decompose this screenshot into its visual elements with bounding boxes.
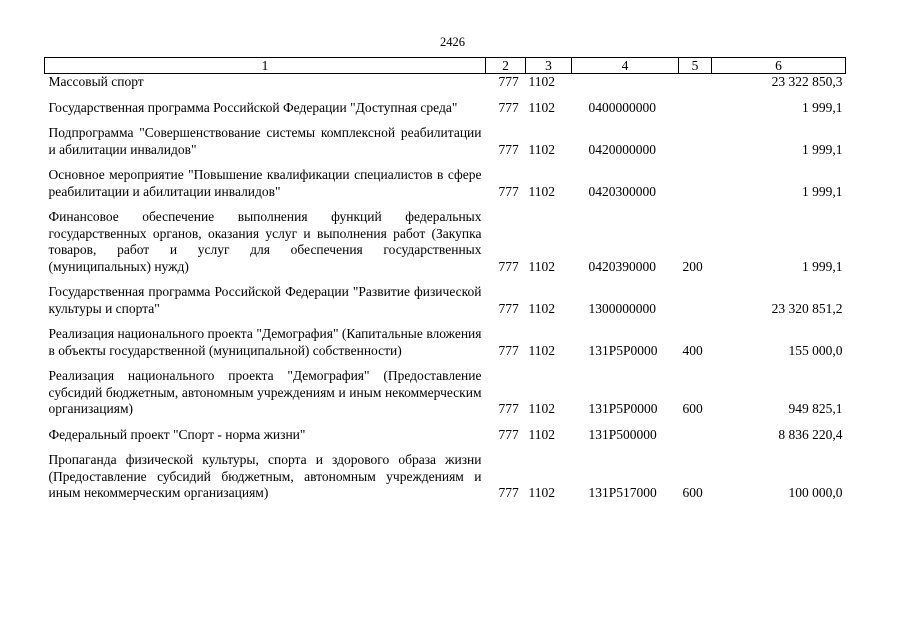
header-col-6: 6 [712, 58, 846, 74]
row-section: 1102 [528, 258, 555, 274]
table-row [45, 91, 846, 117]
row-csr: 131P5P0000 [588, 342, 658, 358]
row-section: 1102 [528, 426, 555, 442]
row-section: 1102 [528, 485, 555, 500]
row-name: Государственная программа Российской Федерации "Доступная среда" [48, 99, 458, 115]
row-csr: 131P5P0000 [588, 401, 658, 416]
row-sum: 1 999,1 [802, 99, 843, 115]
row-name: Государственная программа Российской Федерации "Развитие физической культуры и спорта" [48, 284, 482, 316]
row-sum: 100 000,0 [788, 485, 843, 500]
row-section: 1102 [528, 99, 555, 115]
row-name: Реализация национального проекта "Демография" (Предоставление субсидий бюджетным, автономным учреждениям и иным некоммерческим организациям) [48, 368, 482, 416]
row-gr: 777 [498, 426, 519, 442]
row-section: 1102 [528, 401, 555, 416]
row-sum: 949 825,1 [788, 401, 843, 416]
row-csr: 131P517000 [588, 485, 657, 500]
budget-table [44, 57, 846, 502]
table-row [45, 317, 846, 359]
row-name: Основное мероприятие "Повышение квалификации специалистов в сфере реабилитации и абилитации инвалидов" [48, 167, 482, 199]
table-row [45, 116, 846, 158]
row-csr: 0420390000 [588, 258, 656, 274]
row-sum: 23 322 850,3 [771, 74, 843, 89]
table-row [45, 359, 846, 418]
row-gr: 777 [498, 141, 519, 157]
row-vr [679, 275, 712, 317]
table-row [45, 418, 846, 444]
row-sum: 155 000,0 [788, 342, 843, 358]
table-body [45, 74, 846, 502]
row-csr: 0420300000 [588, 183, 656, 199]
header-col-1: 1 [45, 58, 486, 74]
row-csr: 131P500000 [588, 426, 657, 442]
row-gr: 777 [498, 183, 519, 199]
row-sum: 23 320 851,2 [771, 300, 843, 316]
row-csr: 1300000000 [588, 300, 656, 316]
row-vr [679, 116, 712, 158]
row-vr [679, 91, 712, 117]
row-name: Федеральный проект "Спорт - норма жизни" [48, 426, 306, 442]
table-row [45, 158, 846, 200]
row-gr: 777 [498, 401, 519, 416]
row-sum: 8 836 220,4 [778, 426, 843, 442]
header-row [45, 58, 846, 74]
row-name: Реализация национального проекта "Демография" (Капитальные вложения в объекты государственной (муниципальной) собственности) [48, 326, 482, 358]
row-vr: 600 [682, 401, 703, 416]
header-col-2: 2 [486, 58, 526, 74]
header-col-3: 3 [526, 58, 572, 74]
row-csr: 0420000000 [588, 141, 656, 157]
row-section: 1102 [528, 183, 555, 199]
row-name: Финансовое обеспечение выполнения функций федеральных государственных органов, оказания услуг и выполнения работ (Закупка товаров, работ и услуг для обеспечения государственных (муниципальных) нужд) [48, 209, 482, 274]
table-header [45, 58, 846, 74]
header-col-4: 4 [572, 58, 679, 74]
row-name: Массовый спорт [48, 74, 144, 89]
row-section: 1102 [528, 74, 555, 89]
row-vr [679, 74, 712, 91]
table-row [45, 443, 846, 502]
row-sum: 1 999,1 [802, 183, 843, 199]
row-gr: 777 [498, 258, 519, 274]
page-number: 2426 [440, 35, 465, 49]
row-vr: 400 [682, 342, 703, 358]
row-gr: 777 [498, 485, 519, 500]
row-gr: 777 [498, 99, 519, 115]
row-csr [572, 74, 679, 91]
table-row [45, 275, 846, 317]
row-gr: 777 [498, 300, 519, 316]
row-section: 1102 [528, 300, 555, 316]
row-vr: 600 [682, 485, 703, 500]
row-gr: 777 [498, 74, 519, 89]
table-row [45, 74, 846, 91]
row-sum: 1 999,1 [802, 258, 843, 274]
row-gr: 777 [498, 342, 519, 358]
row-section: 1102 [528, 141, 555, 157]
row-sum: 1 999,1 [802, 141, 843, 157]
row-name: Пропаганда физической культуры, спорта и здорового образа жизни (Предоставление субсидий бюджетным, автономным учреждениям и иным некоммерческим организациям) [48, 452, 482, 500]
header-col-5: 5 [679, 58, 712, 74]
row-section: 1102 [528, 342, 555, 358]
table-row [45, 200, 846, 275]
row-vr: 200 [682, 258, 703, 274]
row-vr [679, 418, 712, 444]
row-name: Подпрограмма "Совершенствование системы комплексной реабилитации и абилитации инвалидов" [48, 125, 482, 157]
row-vr [679, 158, 712, 200]
row-csr: 0400000000 [588, 99, 656, 115]
